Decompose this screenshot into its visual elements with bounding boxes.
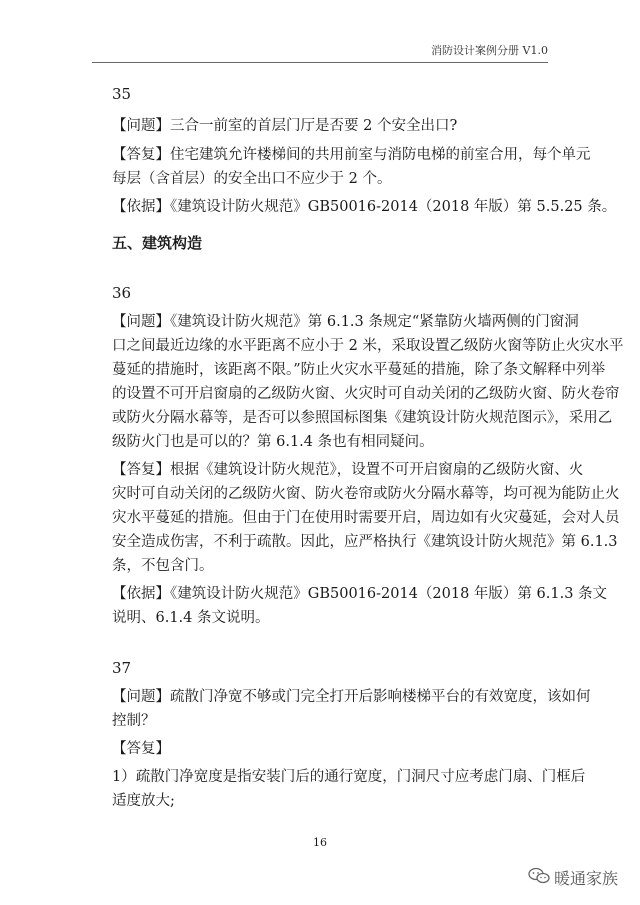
watermark-text: 暖通家族 [553, 869, 618, 888]
question-line: 蔓延的措施时，该距离不限。”防止火灾水平蔓延的措施，除了条文解释中列举 [112, 362, 606, 378]
basis-line: 说明、6.1.4 条文说明。 [112, 610, 270, 626]
basis-line: 【依据】《建筑设计防火规范》GB50016-2014（2018 年版）第 6.1.3 条文 [112, 586, 608, 602]
question-line: 控制？ [112, 713, 156, 729]
question-line: 的设置不可开启窗扇的乙级防火窗、火灾时可自动关闭的乙级防火窗、防火卷帘 [112, 386, 620, 402]
answer-line: 【答复】住宅建筑允许楼梯间的共用前室与消防电梯的前室合用，每个单元 [112, 147, 591, 163]
question-line: 【问题】疏散门净宽不够或门完全打开后影响楼梯平台的有效宽度，该如何 [112, 689, 591, 705]
answer-line: 适度放大; [112, 793, 175, 809]
basis-block [112, 582, 608, 630]
item-37 [112, 656, 591, 813]
answer-block [112, 458, 620, 578]
question-line: 口之间最近边缘的水平距离不应小于 2 米，采取设置乙级防火窗等防止火灾水平 [112, 338, 624, 354]
question-line: 级防火门也是可以的？第 6.1.4 条也有相同疑问。 [112, 434, 434, 450]
question-line: 【问题】三合一前室的首层门厅是否要 2 个安全出口? [112, 118, 458, 134]
basis-line: 【依据】《建筑设计防火规范》GB50016-2014（2018 年版）第 5.5.25 条。 [112, 199, 617, 215]
answer-line: 每层（含首层）的安全出口不应少于 2 个。 [112, 171, 392, 187]
answer-line: 1）疏散门净宽度是指安装门后的通行宽度，门洞尺寸应考虑门扇、门框后 [112, 769, 586, 785]
page-number: 16 [313, 836, 327, 849]
answer-line: 【答复】根据《建筑设计防火规范》，设置不可开启窗扇的乙级防火窗、火 [112, 462, 584, 478]
item-number: 35 [112, 85, 132, 103]
item-number: 36 [112, 284, 132, 302]
answer-line: 条，不包含门。 [112, 558, 214, 574]
section-heading-block [112, 231, 542, 255]
question-line: 或防火分隔水幕等，是否可以参照国标图集《建筑设计防火规范图示》，采用乙 [112, 410, 613, 426]
question-line: 【问题】《建筑设计防火规范》第 6.1.3 条规定“紧靠防火墙两侧的门窗洞 [112, 314, 579, 330]
answer-block [112, 765, 586, 813]
watermark [528, 866, 618, 889]
question-block [112, 310, 624, 454]
answer-label: 【答复】 [112, 741, 170, 757]
answer-line: 灾时可自动关闭的乙级防火窗、防火卷帘或防火分隔水幕等，均可视为能防止火 [112, 486, 620, 502]
item-35 [112, 82, 617, 219]
header-rule [92, 62, 548, 63]
wechat-icon [528, 867, 550, 889]
answer-line: 安全造成伤害，不利于疏散。因此，应严格执行《建筑设计防火规范》第 6.1.3 [112, 534, 618, 550]
item-number: 37 [112, 659, 132, 677]
item-36 [112, 281, 624, 630]
running-header: 消防设计案例分册 V1.0 [431, 44, 548, 57]
question-block [112, 685, 591, 733]
section-heading: 五、建筑构造 [112, 234, 203, 252]
answer-line: 灾水平蔓延的措施。但由于门在使用时需要开启，周边如有火灾蔓延，会对人员 [112, 510, 620, 526]
